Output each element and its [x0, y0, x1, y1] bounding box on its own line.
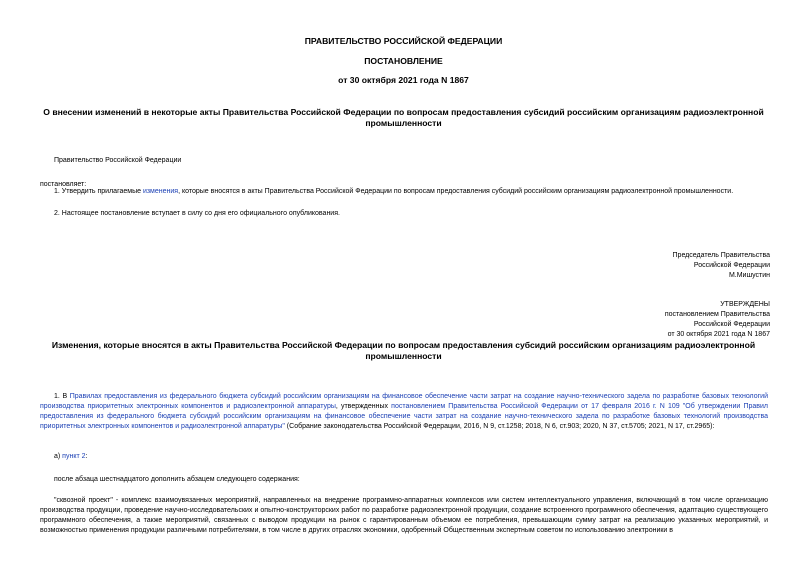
subitem-a-suffix: :	[85, 453, 88, 460]
rules-link[interactable]: Правилах предоставления из федерального бюджета субсидий российским организациям на финансовое обеспечение части затрат на создание научно-технического задела по разработке базовых технологий производства приоритетных электронных компонентов и радиоэлектронной аппаратуры	[40, 393, 768, 410]
approval-line-4: от 30 октября 2021 года N 1867	[667, 331, 770, 338]
paragraph-1-middle: , утвержденных	[335, 403, 392, 410]
document-date-number: от 30 октября 2021 года N 1867	[338, 75, 469, 85]
point-2-link[interactable]: пункт 2	[62, 453, 86, 460]
intro-text: Правительство Российской Федерации	[54, 157, 182, 164]
approval-line-1: УТВЕРЖДЕНЫ	[720, 301, 770, 308]
document-type-heading: ПОСТАНОВЛЕНИЕ	[364, 56, 443, 66]
changes-link[interactable]: изменения	[142, 188, 179, 195]
item-2: 2. Настоящее постановление вступает в силу со дня его официального опубликования.	[54, 210, 340, 217]
signature-line-3: М.Мишустин	[728, 272, 770, 279]
resolution-109-link[interactable]: постановлением Правительства Российской Федерации от 17 февраля 2016 г. N 109 "Об утверждении Правил предоставления из федерального бюджета субсидий российским организациям на финансовое обеспечение части затрат на создание научно-технического задела по разработке базовых технологий производства приоритетных электронных компонентов и радиоэлектронной аппаратуры"	[40, 403, 768, 430]
changes-title: Изменения, которые вносятся в акты Правительства Российской Федерации по вопросам предоставления субсидий российским организациям радиоэлектронной промышленности	[51, 340, 756, 361]
document-title: О внесении изменений в некоторые акты Правительства Российской Федерации по вопросам предоставления субсидий российским организациям радиоэлектронной промышленности	[43, 107, 764, 128]
authority-heading: ПРАВИТЕЛЬСТВО РОССИЙСКОЙ ФЕДЕРАЦИИ	[304, 36, 503, 46]
item-1-suffix: , которые вносятся в акты Правительства Российской Федерации по вопросам предоставления субсидий российским организациям радиоэлектронной промышленности.	[178, 188, 734, 195]
item-1-prefix: 1. Утвердить прилагаемые	[54, 188, 143, 195]
paragraph-1-suffix: (Собрание законодательства Российской Федерации, 2016, N 9, ст.1258; 2018, N 6, ст.903; 2020, N 37, ст.5705; 2021, N 17, ст.2965):	[284, 423, 715, 430]
subitem-a	[54, 452, 87, 462]
approval-line-2: постановлением Правительства	[664, 311, 770, 318]
subitem-a-prefix: а)	[54, 453, 63, 460]
signature-line-1: Председатель Правительства	[672, 252, 770, 259]
quoted-definition: "сквозной проект" - комплекс взаимоувязанных мероприятий, направленных на внедрение программно-аппаратных комплексов или систем интеллектуального управления, включающий в том числе организацию производства продукции, проведение научно-исследовательских и опытно-конструкторских работ по разработке радиоэлектронной продукции, создание встроенного программного обеспечения, адаптацию существующего программного обеспечения, а также мероприятий, связанных с выводом продукции на рынок с гарантированным объемом ее потребления, превышающим сумму затрат на реализацию указанных мероприятий, и возможностью применения продукции различными потребителями, в том числе в других отраслях экономики, одобренный Общественным экспертным советом по использованию электроники в	[40, 497, 768, 534]
item-1	[54, 187, 774, 197]
after-paragraph-text: после абзаца шестнадцатого дополнить абзацем следующего содержания:	[54, 476, 300, 483]
paragraph-1	[40, 392, 768, 432]
decree-word: постановляет:	[40, 181, 87, 188]
approval-line-3: Российской Федерации	[693, 321, 770, 328]
paragraph-1-prefix: 1. В	[54, 393, 70, 400]
approval-block	[665, 300, 770, 340]
signature-line-2: Российской Федерации	[693, 262, 770, 269]
signature-block	[673, 251, 770, 281]
